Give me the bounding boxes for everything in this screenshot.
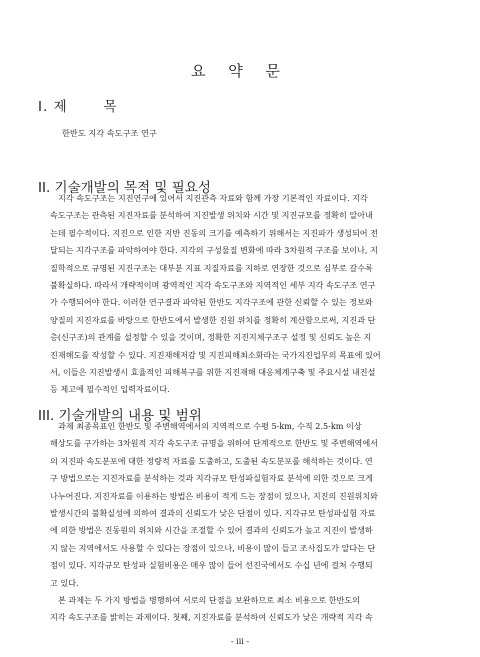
section-2-paragraph [50, 190, 432, 399]
paragraph-line: 양질의 지진자료를 바탕으로 한반도에서 발생한 진원 위치를 정확히 계산함으로써, 지진과 단 [50, 314, 376, 325]
paragraph-line: 는데 필수적이다. 지진으로 인한 지반 진동의 크기를 예측하기 위해서는 지진파가 생성되어 전 [50, 227, 378, 238]
paragraph-line: 층(신구조)의 관계를 설정할 수 있을 것이며, 정확한 지진지체구조구 설정 및 신뢰도 높은 지 [50, 332, 372, 343]
paragraph-line: 고 있다. [50, 577, 79, 588]
paragraph-line: 지 않는 지역에서도 사용할 수 있다는 장점이 있으나, 비용이 많이 들고 조사집도가 알다는 단 [50, 542, 376, 553]
paragraph-line: 본 과제는 두 가지 방법을 병행하여 서로의 단점을 보완하므로 최소 비용으로 한반도의 [58, 594, 360, 605]
paragraph-line: 해상도를 구가하는 3차원적 지각 속도구조 규명을 위하여 단계적으로 한반도 및 주변해역에서 [50, 438, 378, 449]
page-title: 요 약 문 [190, 62, 289, 80]
paragraph-line: 질학적으로 규명된 지진구조는 대부분 지표 지질자료를 지하로 연장한 것으로 심부로 갈수록 [50, 262, 373, 273]
paragraph-line: 점이 있다. 지각규모 탄성파 실험비용은 매우 많이 들어 선진국에서도 수십 년에 걸쳐 수행되 [50, 560, 373, 571]
paragraph-line: 속도구조는 관측된 지진자료를 분석하여 지진발생 위치와 시간 및 지진규모를 정확히 알아내 [50, 210, 373, 221]
paragraph-line: 발생시간의 불확실성에 의하여 결과의 신뢰도가 낮은 단점이 있다. 지각규모 탄성파실험 자료 [50, 507, 376, 518]
paragraph-line: 서, 이들은 지진발생시 효율적인 피해복구를 위한 지진재해 대응체계구축 및 주요시설 내진설 [50, 366, 376, 377]
section-2-heading: II. 기술개발의 목적 및 필요성 [38, 180, 211, 196]
paragraph-line: 구 방법으로는 지진자료를 분석하는 것과 지각규모 탄성파실험자료 분석에 의한 것으로 크게 [50, 473, 373, 484]
paragraph-line: 지각 속도구조는 지진연구에 있어서 지진관측 자료와 함께 가장 기본적인 자료이다. 지각 [58, 193, 368, 203]
section-3-heading: III. 기술개발의 내용 및 범위 [38, 408, 202, 424]
paragraph-line: 불확실하다. 따라서 개략적이며 광역적인 지각 속도구조와 지역적인 세부 지각 속도구조 연구 [50, 279, 376, 290]
page-number: - iii - [230, 637, 250, 646]
section-1-heading-number: I. 제 [38, 99, 68, 115]
paragraph-line: 의 지진파 속도분포에 대한 정량적 자료를 도출하고, 도출된 속도분포를 해석하는 것이다. 연 [50, 455, 373, 466]
project-title: 한반도 지각 속도구조 연구 [62, 128, 157, 138]
section-1-heading [38, 95, 118, 115]
paragraph-line: 진재해도를 작성할 수 있다. 지진재해저감 및 지진피해최소화라는 국가지진업무의 목표에 있어 [50, 349, 381, 360]
paragraph-line: 나누어진다. 지진자료를 이용하는 방법은 비용이 적게 드는 장점이 있으나, 지진의 진원위치와 [50, 490, 378, 501]
paragraph-line: 등 제고에 필수적인 입력자료이다. [50, 384, 170, 395]
paragraph-line: 가 수행되어야 한다. 이러한 연구결과 파악된 한반도 지각구조에 관한 신뢰할 수 있는 정보와 [50, 297, 373, 308]
paragraph-line: 과제 최종목표인 한반도 및 주변해역에서의 지역적으로 수평 5-km, 수직 2.5-km 이상 [58, 421, 362, 431]
section-1-heading-word: 목 [103, 99, 118, 115]
paragraph-line: 달되는 지각구조를 파악하여야 한다. 지각의 구성물질 변화에 따라 3차원적 구조를 보이나, 지 [50, 245, 378, 256]
section-3-paragraph [50, 418, 432, 627]
paragraph-line: 지각 속도구조를 밝히는 과제이다. 첫째, 지진자료를 분석하여 신뢰도가 낮은 개략적 지각 속 [50, 612, 373, 623]
paragraph-line: 에 의한 방법은 진동원의 위치와 시간을 조절할 수 있어 결과의 신뢰도가 높고 지진이 발생하 [50, 525, 373, 536]
